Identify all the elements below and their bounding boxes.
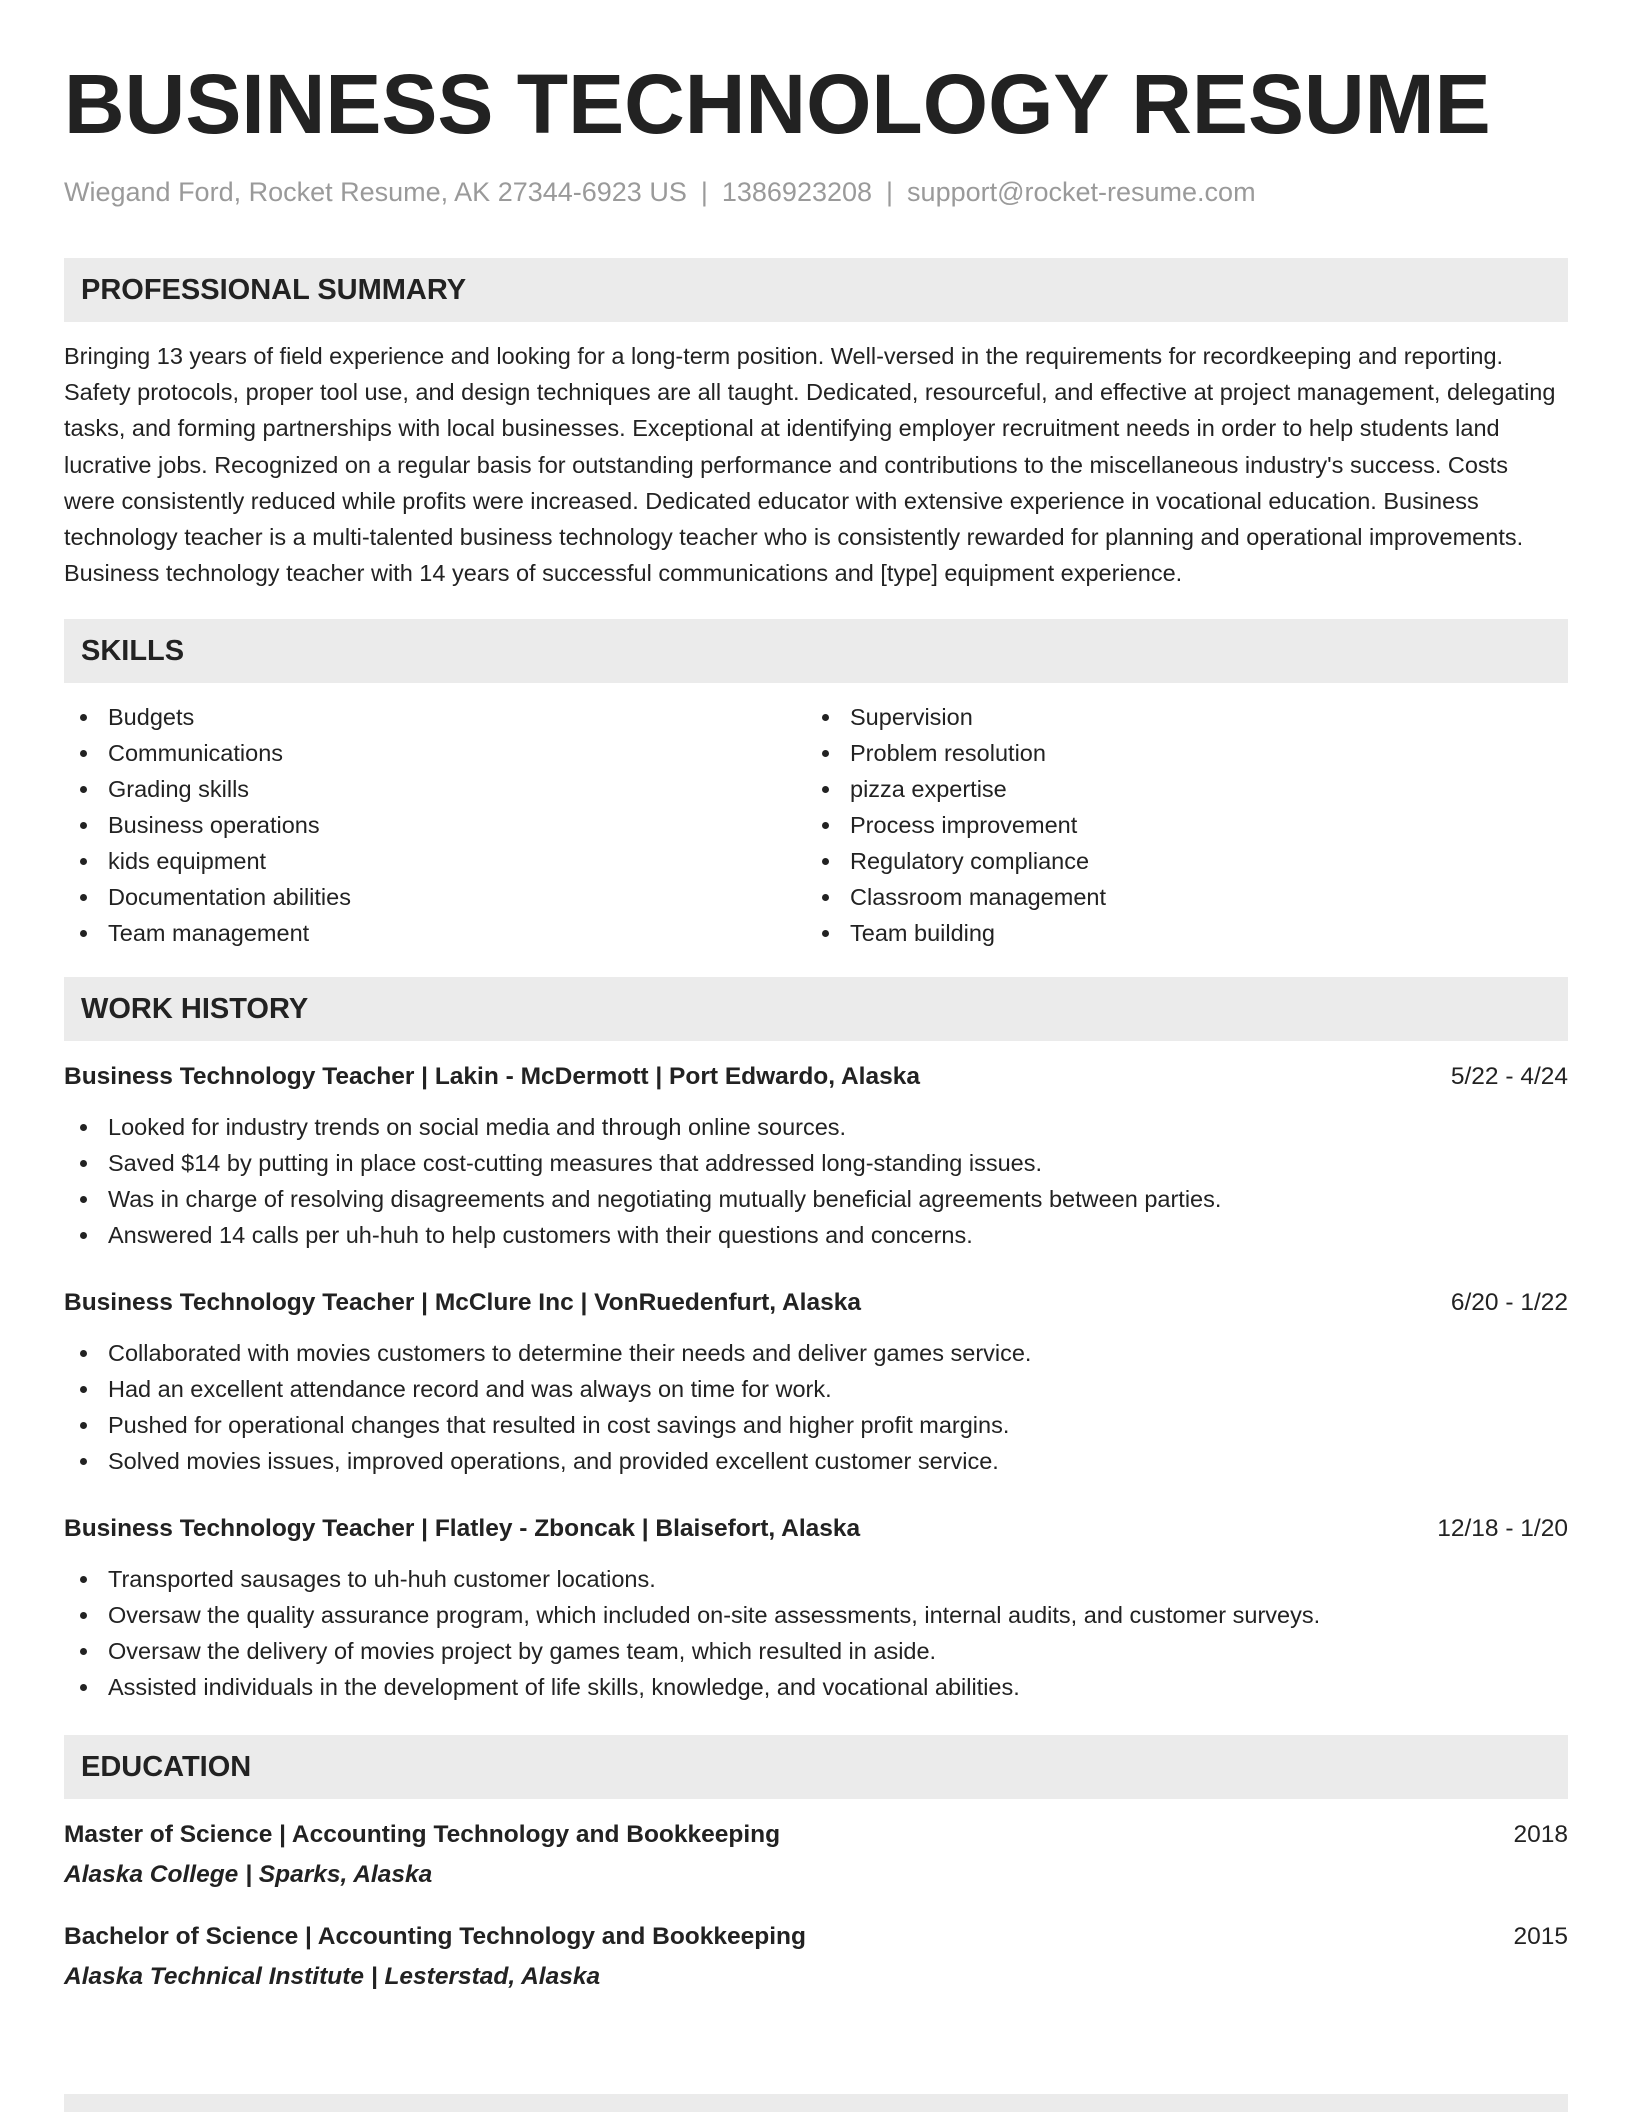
education-year: 2018 (1513, 1821, 1568, 1849)
skills-list (64, 699, 1568, 951)
skill-item: Documentation abilities (64, 879, 806, 915)
section-header-education: EDUCATION (64, 1735, 1568, 1799)
section-header-summary: PROFESSIONAL SUMMARY (64, 258, 1568, 322)
job-title: Business Technology Teacher | Flatley - Zboncak | Blaisefort, Alaska (64, 1515, 861, 1543)
skill-item: Team management (64, 915, 806, 951)
skills-column-right (806, 699, 1548, 951)
education-degree: Bachelor of Science | Accounting Technology and Bookkeeping (64, 1923, 806, 1951)
skill-item: Communications (64, 735, 806, 771)
job-duty-item: Answered 14 calls per uh-huh to help customers with their questions and concerns. (64, 1217, 1568, 1253)
contact-email: support@rocket-resume.com (907, 177, 1256, 207)
skill-item: kids equipment (64, 843, 806, 879)
job-duty-item: Transported sausages to uh-huh customer locations. (64, 1561, 1568, 1597)
resume-title: BUSINESS TECHNOLOGY RESUME (64, 57, 1491, 151)
education-header (64, 1921, 1568, 1953)
education-header (64, 1819, 1568, 1851)
job-duty-item: Saved $14 by putting in place cost-cutting measures that addressed long-standing issues. (64, 1145, 1568, 1181)
job-entry (64, 1061, 1568, 1253)
summary-text: Bringing 13 years of field experience and looking for a long-term position. Well-versed in the requirements for recordkeeping and reporting. Safety protocols, proper tool use, and design techniques are all taught. Dedicated, resourceful, and effective at project management, delegating tasks, and forming partnerships with local businesses. Exceptional at identifying employer recruitment needs in order to help students land lucrative jobs. Recognized on a regular basis for outstanding performance and contributions to the miscellaneous industry's success. Costs were consistently reduced while profits were increased. Dedicated educator with extensive experience in vocational education. Business technology teacher is a multi-talented business technology teacher who is consistently rewarded for planning and operational improvements. Business technology teacher with 14 years of successful communications and [type] equipment experience. (64, 343, 1556, 587)
section-header-skills: SKILLS (64, 619, 1568, 683)
job-entry (64, 1513, 1568, 1705)
contact-line (64, 176, 1568, 208)
job-duty-item: Solved movies issues, improved operations, and provided excellent customer service. (64, 1443, 1568, 1479)
job-duty-item: Was in charge of resolving disagreements and negotiating mutually beneficial agreements between parties. (64, 1181, 1568, 1217)
skill-item: Business operations (64, 807, 806, 843)
job-duties (64, 1109, 1568, 1253)
job-title: Business Technology Teacher | Lakin - McDermott | Port Edwardo, Alaska (64, 1063, 920, 1091)
education-school: Alaska College | Sparks, Alaska (64, 1861, 433, 1889)
job-title: Business Technology Teacher | McClure Inc | VonRuedenfurt, Alaska (64, 1289, 861, 1317)
next-section-header-bar (64, 2094, 1568, 2112)
job-dates: 12/18 - 1/20 (1437, 1515, 1568, 1543)
education-year: 2015 (1513, 1923, 1568, 1951)
skill-item: Supervision (806, 699, 1548, 735)
skill-item: Classroom management (806, 879, 1548, 915)
contact-separator: | (700, 177, 708, 207)
skill-item: Problem resolution (806, 735, 1548, 771)
education-entry (64, 1921, 1568, 1993)
section-header-work-history: WORK HISTORY (64, 977, 1568, 1041)
contact-separator: | (886, 177, 894, 207)
job-duty-item: Looked for industry trends on social media and through online sources. (64, 1109, 1568, 1145)
skill-item: Budgets (64, 699, 806, 735)
education-entry (64, 1819, 1568, 1891)
job-duties (64, 1561, 1568, 1705)
job-header (64, 1513, 1568, 1545)
skill-item: pizza expertise (806, 771, 1548, 807)
job-entry (64, 1287, 1568, 1479)
job-duty-item: Had an excellent attendance record and was always on time for work. (64, 1371, 1568, 1407)
skill-item: Grading skills (64, 771, 806, 807)
job-duty-item: Pushed for operational changes that resulted in cost savings and higher profit margins. (64, 1407, 1568, 1443)
job-duty-item: Collaborated with movies customers to determine their needs and deliver games service. (64, 1335, 1568, 1371)
job-header (64, 1061, 1568, 1093)
job-duty-item: Assisted individuals in the development of life skills, knowledge, and vocational abilities. (64, 1669, 1568, 1705)
job-duty-item: Oversaw the quality assurance program, which included on-site assessments, internal audits, and customer surveys. (64, 1597, 1568, 1633)
skills-column-left (64, 699, 806, 951)
skill-item: Team building (806, 915, 1548, 951)
skill-item: Regulatory compliance (806, 843, 1548, 879)
education-school: Alaska Technical Institute | Lesterstad, Alaska (64, 1963, 601, 1991)
job-duties (64, 1335, 1568, 1479)
job-header (64, 1287, 1568, 1319)
job-dates: 5/22 - 4/24 (1450, 1063, 1568, 1091)
contact-phone: 1386923208 (721, 177, 873, 207)
job-duty-item: Oversaw the delivery of movies project by games team, which resulted in aside. (64, 1633, 1568, 1669)
contact-address: Wiegand Ford, Rocket Resume, AK 27344-6923 US (64, 177, 687, 207)
education-degree: Master of Science | Accounting Technology and Bookkeeping (64, 1821, 781, 1849)
skill-item: Process improvement (806, 807, 1548, 843)
job-dates: 6/20 - 1/22 (1450, 1289, 1568, 1317)
